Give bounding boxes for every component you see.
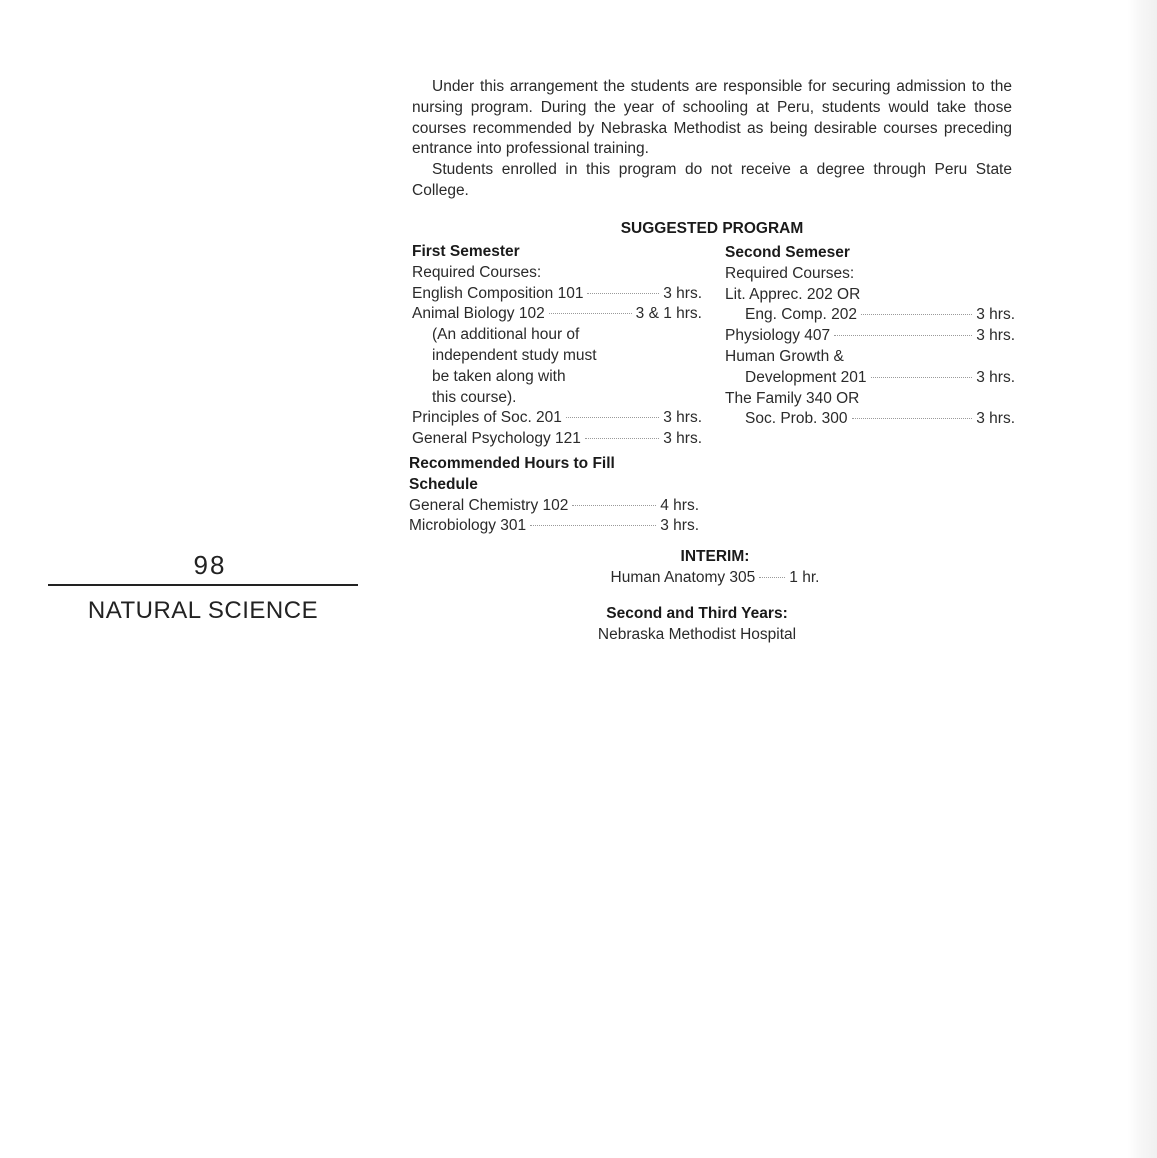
note-line: be taken along with: [432, 367, 566, 385]
course-hours: 3 hrs.: [663, 284, 702, 302]
program-heading: SUGGESTED PROGRAM: [620, 220, 804, 237]
course-line: [412, 304, 702, 325]
course-hours: 3 hrs.: [663, 409, 702, 427]
second-semester-title: Second Semeser: [725, 244, 850, 261]
interim-title: INTERIM:: [680, 548, 750, 565]
section-title: NATURAL SCIENCE: [87, 597, 319, 624]
course-name: Lit. Apprec. 202 OR: [725, 285, 861, 303]
second-semester-column: [725, 243, 1015, 430]
first-semester-column: [412, 242, 702, 450]
recommended-title-line-2: Schedule: [409, 475, 478, 493]
course-line: [409, 516, 699, 537]
course-hours: 3 hrs.: [663, 430, 702, 448]
course-hours: 3 hrs.: [660, 517, 699, 535]
interim-course-line: [560, 568, 870, 589]
course-line: [412, 284, 702, 305]
later-years-place: Nebraska Methodist Hospital: [597, 625, 797, 643]
course-name: Soc. Prob. 300: [745, 410, 848, 428]
course-name: Eng. Comp. 202: [745, 306, 858, 324]
leader-dots: [572, 505, 656, 506]
later-years-block: [547, 604, 847, 646]
course-name: Development 201: [745, 368, 867, 386]
course-name: Human Anatomy 305: [610, 568, 756, 586]
course-hours: 3 hrs.: [976, 327, 1015, 345]
intro-paragraph-1: Under this arrangement the students are responsible for securing admission to the nursing program. During the year of schooling at Peru, students would take those courses recommended by Nebraska Methodist as being desirable courses preceding entrance into professional training.: [412, 78, 1012, 158]
second-required-label: Required Courses:: [725, 264, 855, 282]
course-hours: 1 hr.: [789, 568, 820, 586]
course-hours: 3 hrs.: [976, 306, 1015, 324]
course-note: [412, 325, 702, 408]
divider-rule: [48, 584, 358, 586]
course-line: [409, 496, 699, 517]
interim-block: [560, 547, 870, 589]
course-name: Physiology 407: [725, 327, 831, 345]
later-years-title: Second and Third Years:: [606, 605, 788, 622]
course-name: Human Growth &: [725, 347, 844, 365]
first-required-label: Required Courses:: [412, 263, 542, 281]
intro-text: [412, 77, 1012, 202]
recommended-column: [409, 454, 699, 537]
intro-paragraph-2: Students enrolled in this program do not receive a degree through Peru State College.: [412, 161, 1012, 199]
leader-dots: [530, 525, 656, 526]
course-name: Animal Biology 102: [412, 305, 545, 323]
course-line: [412, 429, 702, 450]
course-name: Principles of Soc. 201: [412, 409, 562, 427]
course-line: [725, 409, 1015, 430]
course-line: [725, 326, 1015, 347]
leader-dots: [585, 438, 659, 439]
leader-dots: [861, 314, 972, 315]
leader-dots: [759, 577, 785, 578]
course-hours: 3 hrs.: [976, 368, 1015, 386]
leader-dots: [566, 417, 659, 418]
course-name: The Family 340 OR: [725, 389, 860, 407]
leader-dots: [871, 377, 973, 378]
note-line: independent study must: [432, 346, 597, 364]
course-name: Microbiology 301: [409, 517, 527, 535]
course-hours: 3 & 1 hrs.: [635, 305, 702, 323]
page-edge-shadow: [1127, 0, 1157, 1158]
course-name: General Chemistry 102: [409, 496, 569, 514]
leader-dots: [587, 293, 659, 294]
note-line: this course).: [432, 388, 517, 406]
first-semester-title: First Semester: [412, 243, 520, 260]
recommended-title-line-1: Recommended Hours to Fill: [409, 455, 615, 472]
course-name: General Psychology 121: [412, 430, 581, 448]
course-hours: 4 hrs.: [660, 496, 699, 514]
leader-dots: [549, 313, 632, 314]
leader-dots: [852, 418, 973, 419]
note-line: (An additional hour of: [432, 326, 580, 344]
course-name: English Composition 101: [412, 284, 584, 302]
course-line: [725, 305, 1015, 326]
leader-dots: [834, 335, 972, 336]
course-hours: 3 hrs.: [976, 410, 1015, 428]
course-line: [412, 408, 702, 429]
page-number: 98: [193, 550, 227, 580]
course-line: [725, 368, 1015, 389]
